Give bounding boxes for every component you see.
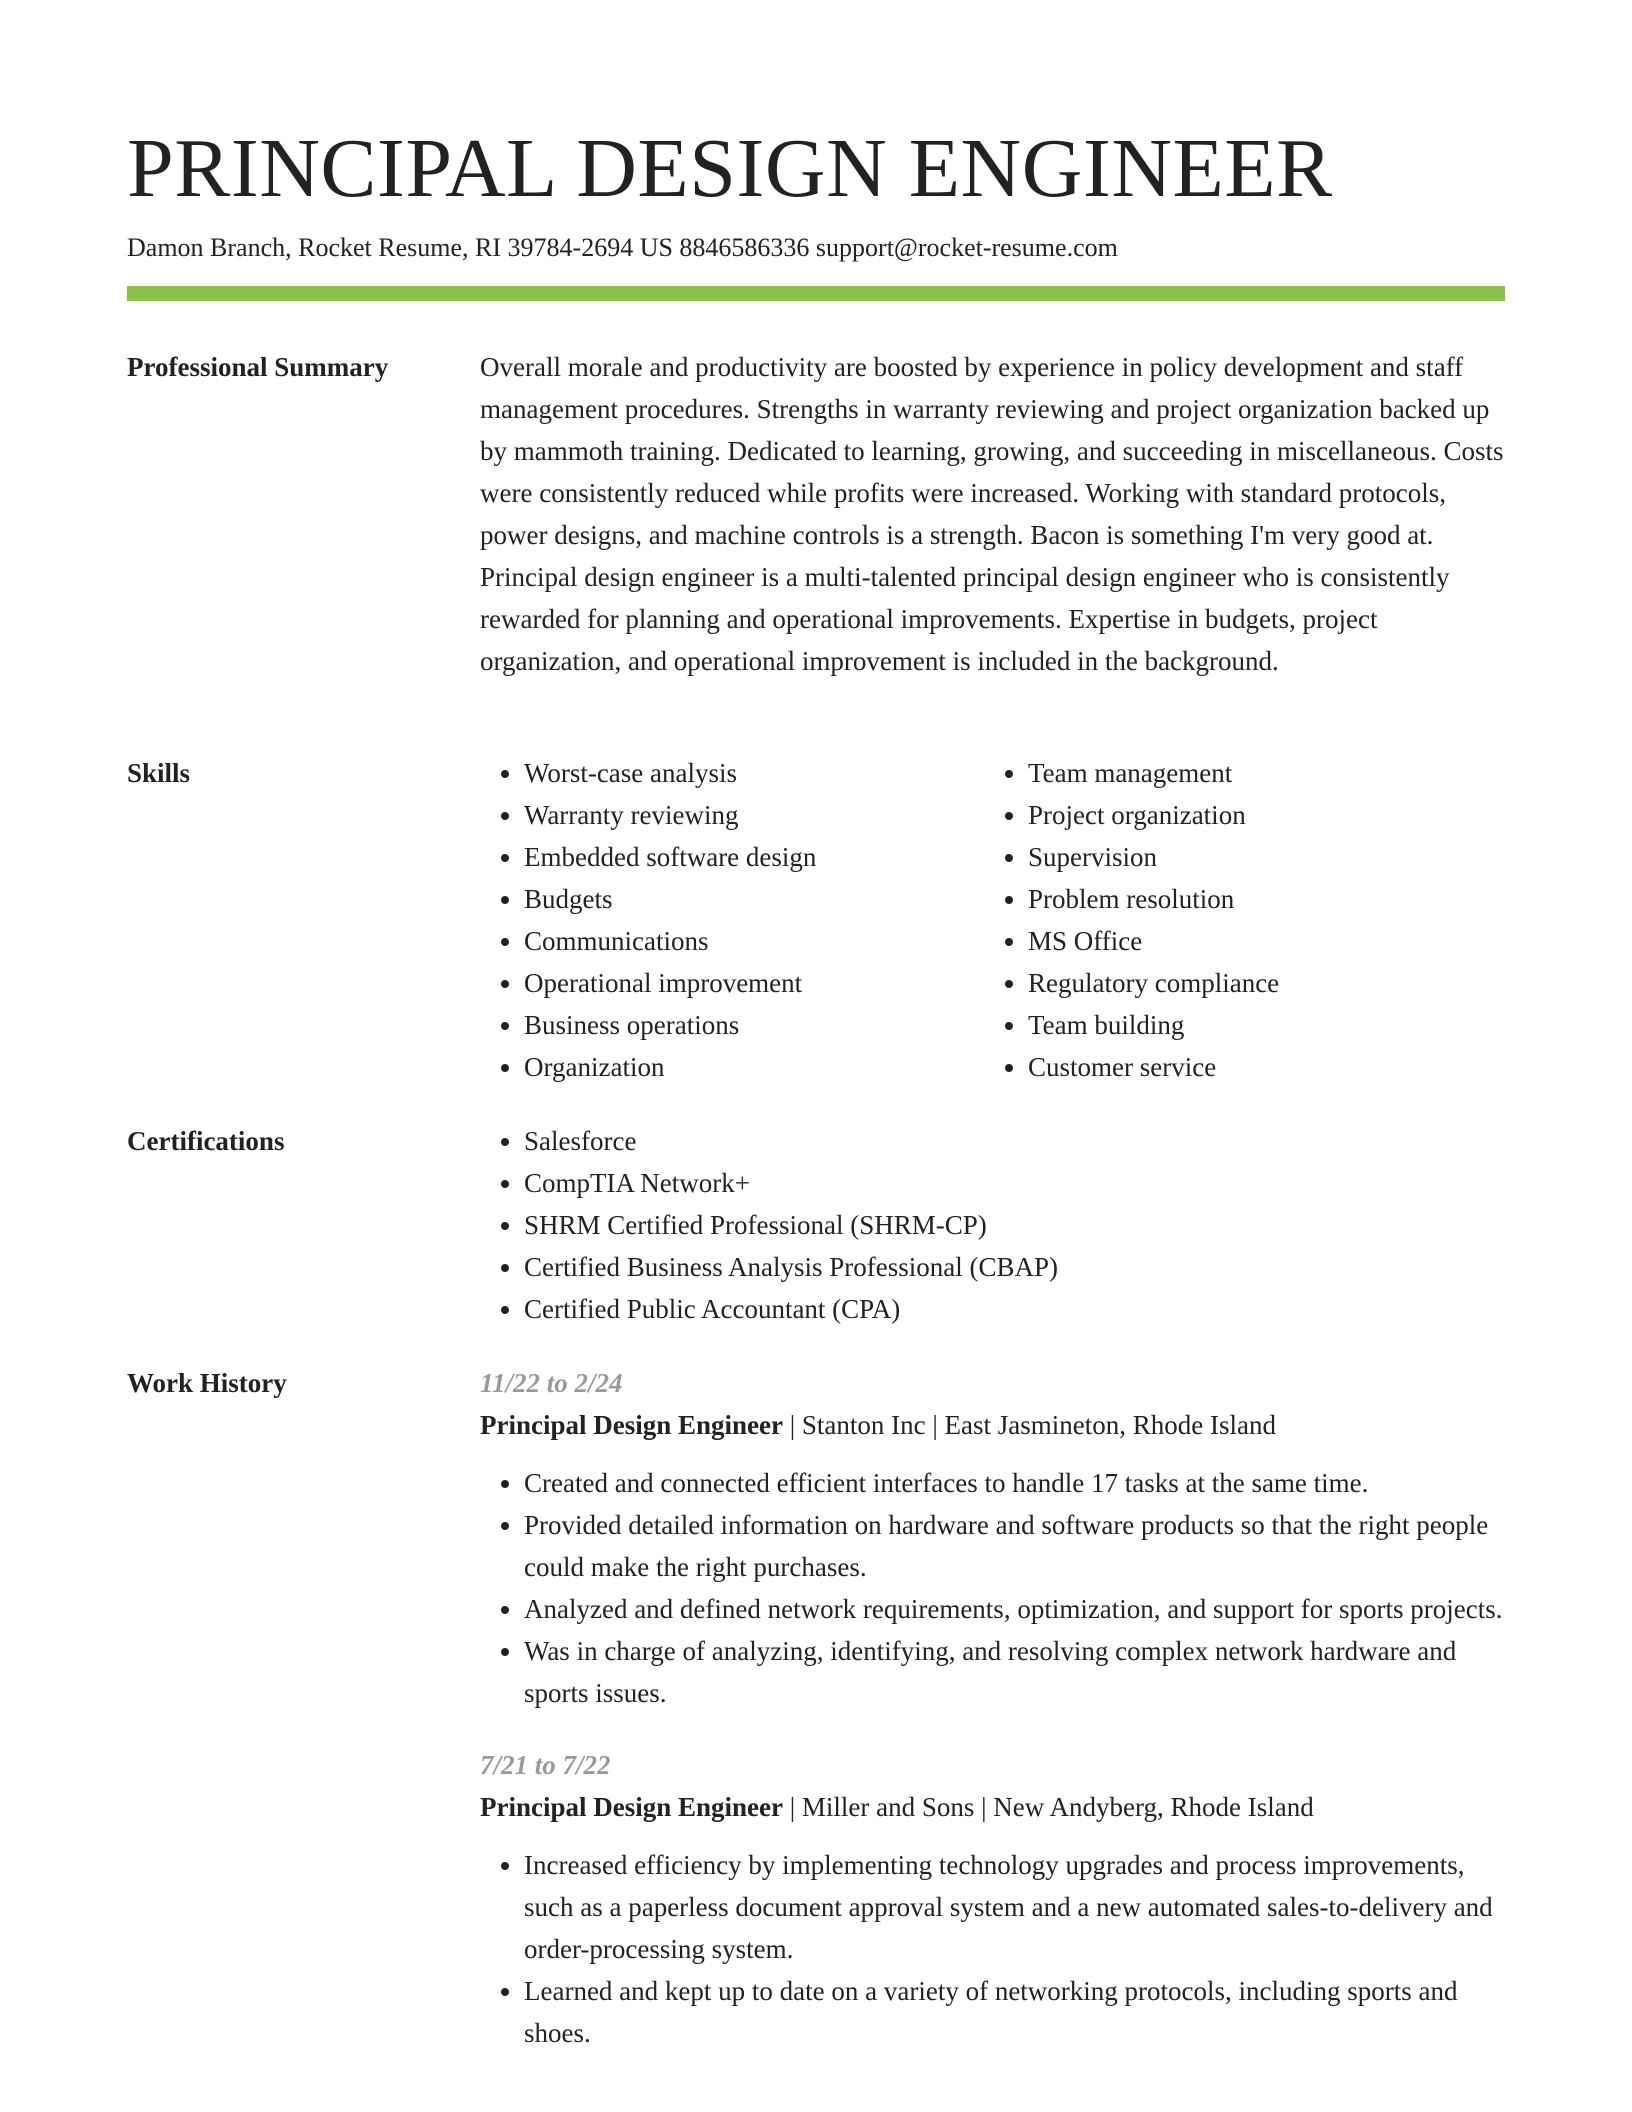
skill-item: • Warranty reviewing bbox=[524, 794, 984, 836]
skill-item: • Supervision bbox=[1028, 836, 1488, 878]
certification-item: • Certified Business Analysis Professional (CBAP) bbox=[524, 1246, 1505, 1288]
job-bullet: • Learned and kept up to date on a variety of networking protocols, including sports and shoes. bbox=[524, 1970, 1505, 2054]
job-bullets bbox=[480, 1462, 1505, 1714]
skills-list-left bbox=[480, 752, 984, 1088]
job-company-location: | Stanton Inc | East Jasmineton, Rhode Island bbox=[783, 1410, 1276, 1440]
certification-item: • Certified Public Accountant (CPA) bbox=[524, 1288, 1505, 1330]
job-bullet: • Was in charge of analyzing, identifying, and resolving complex network hardware and sports issues. bbox=[524, 1630, 1505, 1714]
job-heading bbox=[480, 1404, 1505, 1446]
certification-item: • Salesforce bbox=[524, 1120, 1505, 1162]
skill-item: • Problem resolution bbox=[1028, 878, 1488, 920]
skill-item: • Team management bbox=[1028, 752, 1488, 794]
skill-item: • MS Office bbox=[1028, 920, 1488, 962]
skill-item: • Regulatory compliance bbox=[1028, 962, 1488, 1004]
skill-item: • Embedded software design bbox=[524, 836, 984, 878]
certifications-body bbox=[480, 1120, 1505, 1330]
job-title: Principal Design Engineer bbox=[480, 1792, 783, 1822]
certifications-list bbox=[480, 1120, 1505, 1330]
accent-divider bbox=[127, 286, 1505, 301]
skills-list-right bbox=[984, 752, 1488, 1088]
skills-body bbox=[480, 752, 1505, 1088]
skill-item: • Budgets bbox=[524, 878, 984, 920]
job-heading bbox=[480, 1786, 1505, 1828]
certification-item: • CompTIA Network+ bbox=[524, 1162, 1505, 1204]
contact-info: Damon Branch, Rocket Resume, RI 39784-2694 US 8846586336 support@rocket-resume.com bbox=[127, 233, 1118, 262]
resume-title: PRINCIPAL DESIGN ENGINEER bbox=[127, 122, 1333, 215]
job-entry bbox=[480, 1744, 1505, 2054]
job-bullet: • Analyzed and defined network requirements, optimization, and support for sports projects. bbox=[524, 1588, 1505, 1630]
work-history-body bbox=[480, 1362, 1505, 2054]
skill-item: • Organization bbox=[524, 1046, 984, 1088]
job-bullet: • Created and connected efficient interfaces to handle 17 tasks at the same time. bbox=[524, 1462, 1505, 1504]
summary-text: Overall morale and productivity are boosted by experience in policy development and staff management procedures. Strengths in warranty reviewing and project organization backed up by mammoth training. Dedicated to learning, growing, and succeeding in miscellaneous. Costs were consistently reduced while profits were increased. Working with standard protocols, power designs, and machine controls is a strength. Bacon is something I'm very good at. Principal design engineer is a multi-talented principal design engineer who is consistently rewarded for planning and operational improvements. Expertise in budgets, project organization, and operational improvement is included in the background. bbox=[480, 352, 1504, 676]
section-label-skills: Skills bbox=[127, 758, 191, 788]
skill-item: • Operational improvement bbox=[524, 962, 984, 1004]
job-company-location: | Miller and Sons | New Andyberg, Rhode Island bbox=[783, 1792, 1314, 1822]
job-entry bbox=[480, 1362, 1505, 1714]
section-label-work-history: Work History bbox=[127, 1368, 287, 1398]
job-bullets bbox=[480, 1844, 1505, 2054]
skill-item: • Business operations bbox=[524, 1004, 984, 1046]
certification-item: • SHRM Certified Professional (SHRM-CP) bbox=[524, 1204, 1505, 1246]
summary-body bbox=[480, 346, 1505, 682]
skill-item: • Customer service bbox=[1028, 1046, 1488, 1088]
section-label-certifications: Certifications bbox=[127, 1126, 285, 1156]
job-bullet: • Increased efficiency by implementing technology upgrades and process improvements, such as a paperless document approval system and a new automated sales-to-delivery and order-processing system. bbox=[524, 1844, 1505, 1970]
skill-item: • Communications bbox=[524, 920, 984, 962]
job-dates: 11/22 to 2/24 bbox=[480, 1368, 623, 1398]
section-label-summary: Professional Summary bbox=[127, 352, 389, 382]
skill-item: • Team building bbox=[1028, 1004, 1488, 1046]
skill-item: • Project organization bbox=[1028, 794, 1488, 836]
job-dates: 7/21 to 7/22 bbox=[480, 1750, 611, 1780]
job-title: Principal Design Engineer bbox=[480, 1410, 783, 1440]
skill-item: • Worst-case analysis bbox=[524, 752, 984, 794]
job-bullet: • Provided detailed information on hardware and software products so that the right people could make the right purchases. bbox=[524, 1504, 1505, 1588]
